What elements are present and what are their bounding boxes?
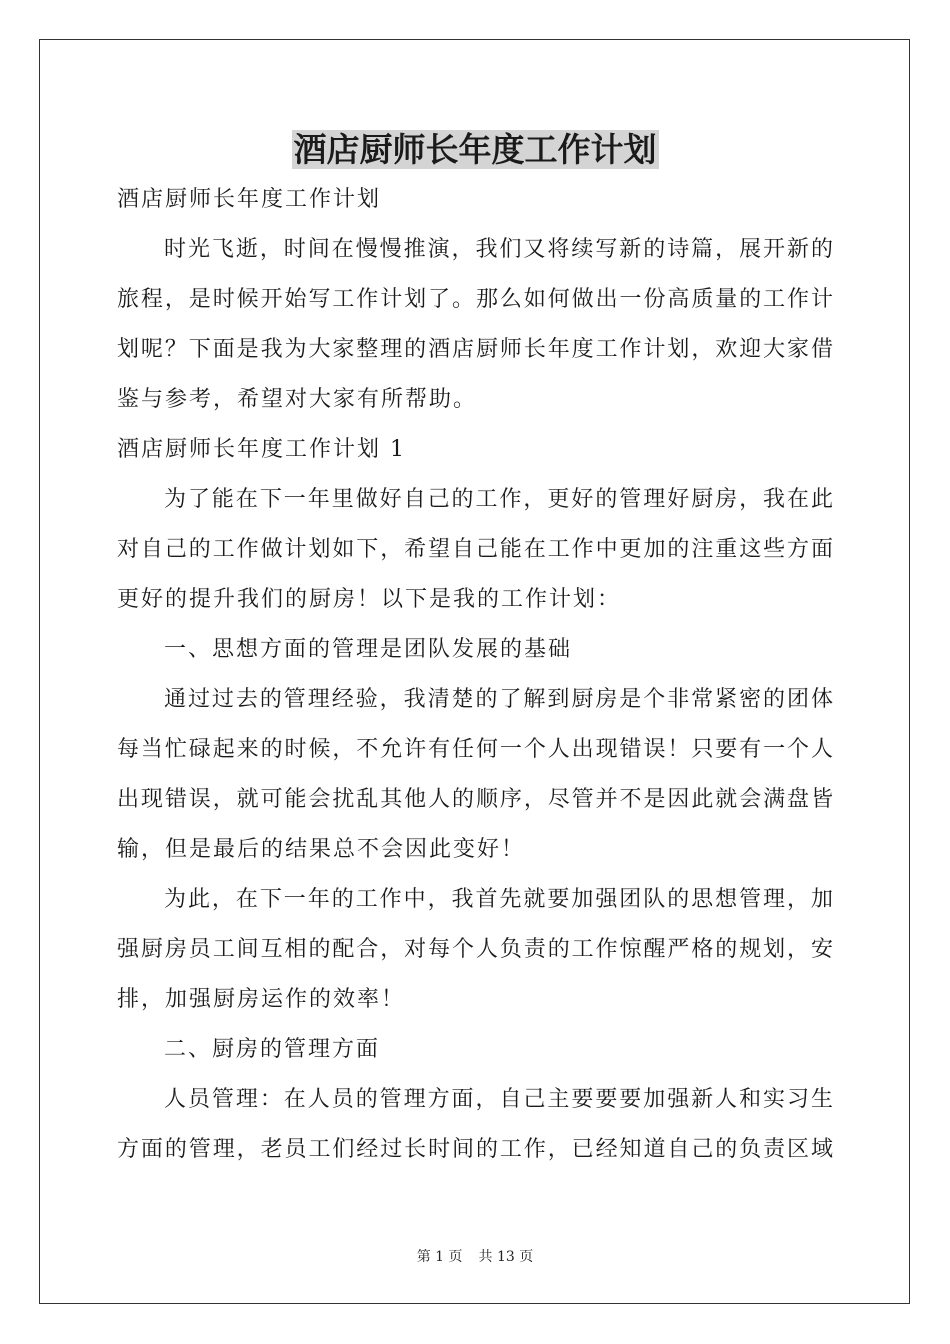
paragraph-line: 输，但是最后的结果总不会因此变好！: [117, 837, 526, 862]
paragraph-line: 更好的提升我们的厨房！以下是我的工作计划：: [117, 587, 622, 612]
section-heading: 一、思想方面的管理是团队发展的基础: [164, 637, 573, 662]
paragraph-line: 划呢？下面是我为大家整理的酒店厨师长年度工作计划，欢迎大家借: [117, 337, 833, 362]
paragraph-line: 为此，在下一年的工作中，我首先就要加强团队的思想管理，加: [164, 887, 833, 912]
page-footer: [0, 1247, 950, 1267]
section-heading: 酒店厨师长年度工作计划 1: [117, 437, 406, 462]
section-heading: 二、厨房的管理方面: [164, 1037, 381, 1062]
paragraph-line: 人员管理：在人员的管理方面，自己主要要要加强新人和实习生: [164, 1087, 833, 1112]
paragraph-line: 排，加强厨房运作的效率！: [117, 987, 406, 1012]
paragraph-line: 为了能在下一年里做好自己的工作，更好的管理好厨房，我在此: [164, 487, 833, 512]
paragraph-line: 强厨房员工间互相的配合，对每个人负责的工作惊醒严格的规划，安: [117, 937, 833, 962]
page-number: 第 1 页: [416, 1249, 463, 1265]
paragraph-line: 出现错误，就可能会扰乱其他人的顺序，尽管并不是因此就会满盘皆: [117, 787, 833, 812]
page-total: 共 13 页: [478, 1249, 534, 1265]
paragraph-line: 旅程，是时候开始写工作计划了。那么如何做出一份高质量的工作计: [117, 287, 833, 312]
paragraph-line: 时光飞逝，时间在慢慢推演，我们又将续写新的诗篇，展开新的: [164, 237, 833, 262]
subtitle-line: 酒店厨师长年度工作计划: [117, 187, 382, 212]
paragraph-line: 方面的管理，老员工们经过长时间的工作，已经知道自己的负责区域: [117, 1137, 833, 1162]
paragraph-line: 每当忙碌起来的时候，不允许有任何一个人出现错误！只要有一个人: [117, 737, 833, 762]
document-body: [117, 175, 833, 1175]
paragraph-line: 鉴与参考，希望对大家有所帮助。: [117, 387, 478, 412]
paragraph-line: 对自己的工作做计划如下，希望自己能在工作中更加的注重这些方面: [117, 537, 833, 562]
document-title: 酒店厨师长年度工作计划: [293, 130, 657, 169]
paragraph-line: 通过过去的管理经验，我清楚的了解到厨房是个非常紧密的团体: [164, 687, 833, 712]
